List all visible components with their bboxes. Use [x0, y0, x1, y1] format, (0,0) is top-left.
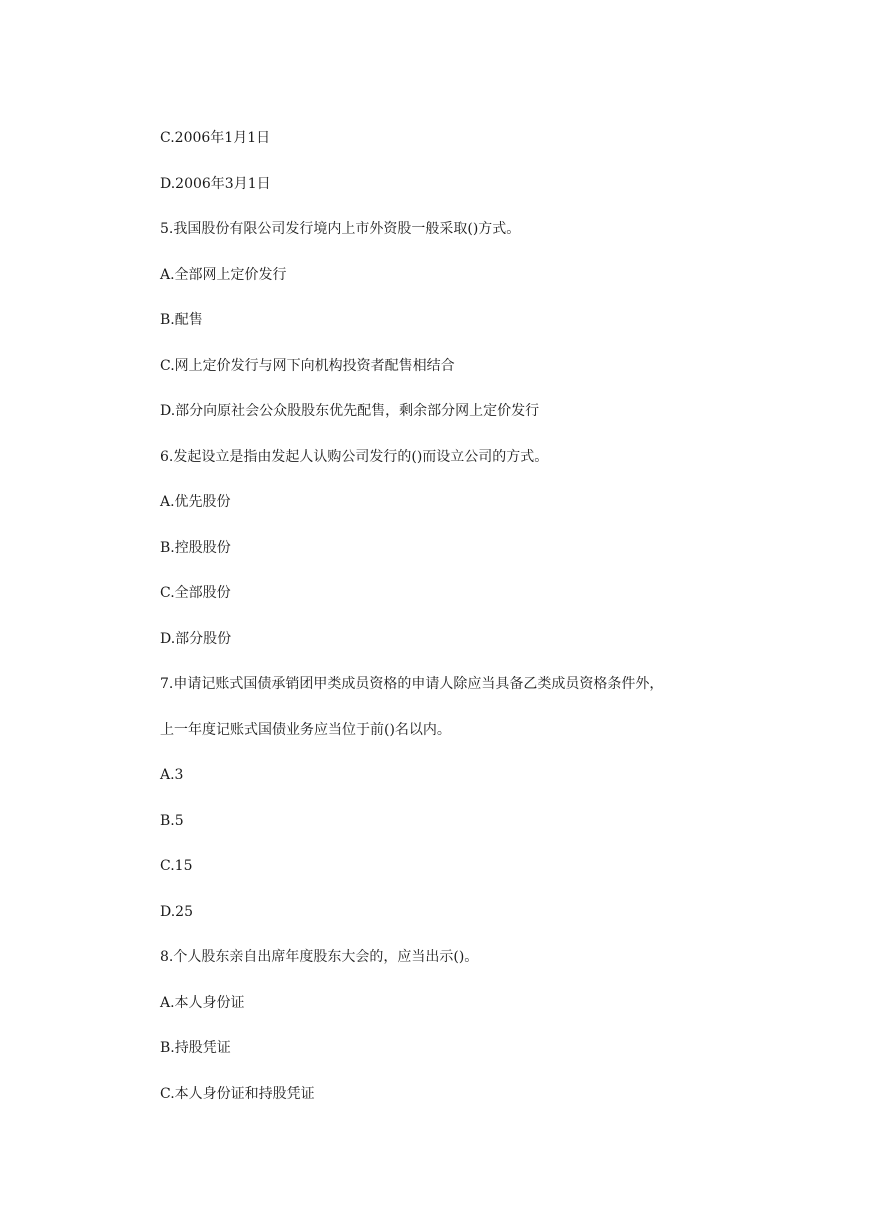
option-5a: A.全部网上定价发行 — [160, 266, 287, 283]
question-6: 6.发起设立是指由发起人认购公司发行的()而设立公司的方式。 — [160, 448, 549, 465]
option-5b: B.配售 — [160, 312, 203, 328]
option-8a: A.本人身份证 — [160, 994, 245, 1011]
option-7c: C.15 — [160, 858, 193, 874]
document-body — [160, 127, 820, 1128]
question-8: 8.个人股东亲自出席年度股东大会的，应当出示()。 — [160, 949, 479, 965]
option-8c: C.本人身份证和持股凭证 — [160, 1085, 315, 1102]
option-8b: B.持股凭证 — [160, 1040, 231, 1056]
question-7-line-2: 上一年度记账式国债业务应当位于前()名以内。 — [160, 721, 451, 738]
option-6d: D.部分股份 — [160, 630, 232, 647]
option-4c: C.2006年1月1日 — [160, 130, 271, 146]
option-7a: A.3 — [160, 767, 184, 783]
option-7d: D.25 — [160, 903, 193, 920]
option-6b: B.控股股份 — [160, 539, 231, 556]
option-4d: D.2006年3月1日 — [160, 175, 271, 192]
option-6c: C.全部股份 — [160, 585, 231, 601]
question-7-line-1: 7.申请记账式国债承销团甲类成员资格的申请人除应当具备乙类成员资格条件外， — [160, 676, 664, 692]
option-5d: D.部分向原社会公众股股东优先配售，剩余部分网上定价发行 — [160, 403, 540, 419]
option-6a: A.优先股份 — [160, 494, 231, 510]
option-5c: C.网上定价发行与网下向机构投资者配售相结合 — [160, 357, 455, 374]
question-5: 5.我国股份有限公司发行境内上市外资股一般采取()方式。 — [160, 221, 521, 237]
option-7b: B.5 — [160, 812, 184, 829]
